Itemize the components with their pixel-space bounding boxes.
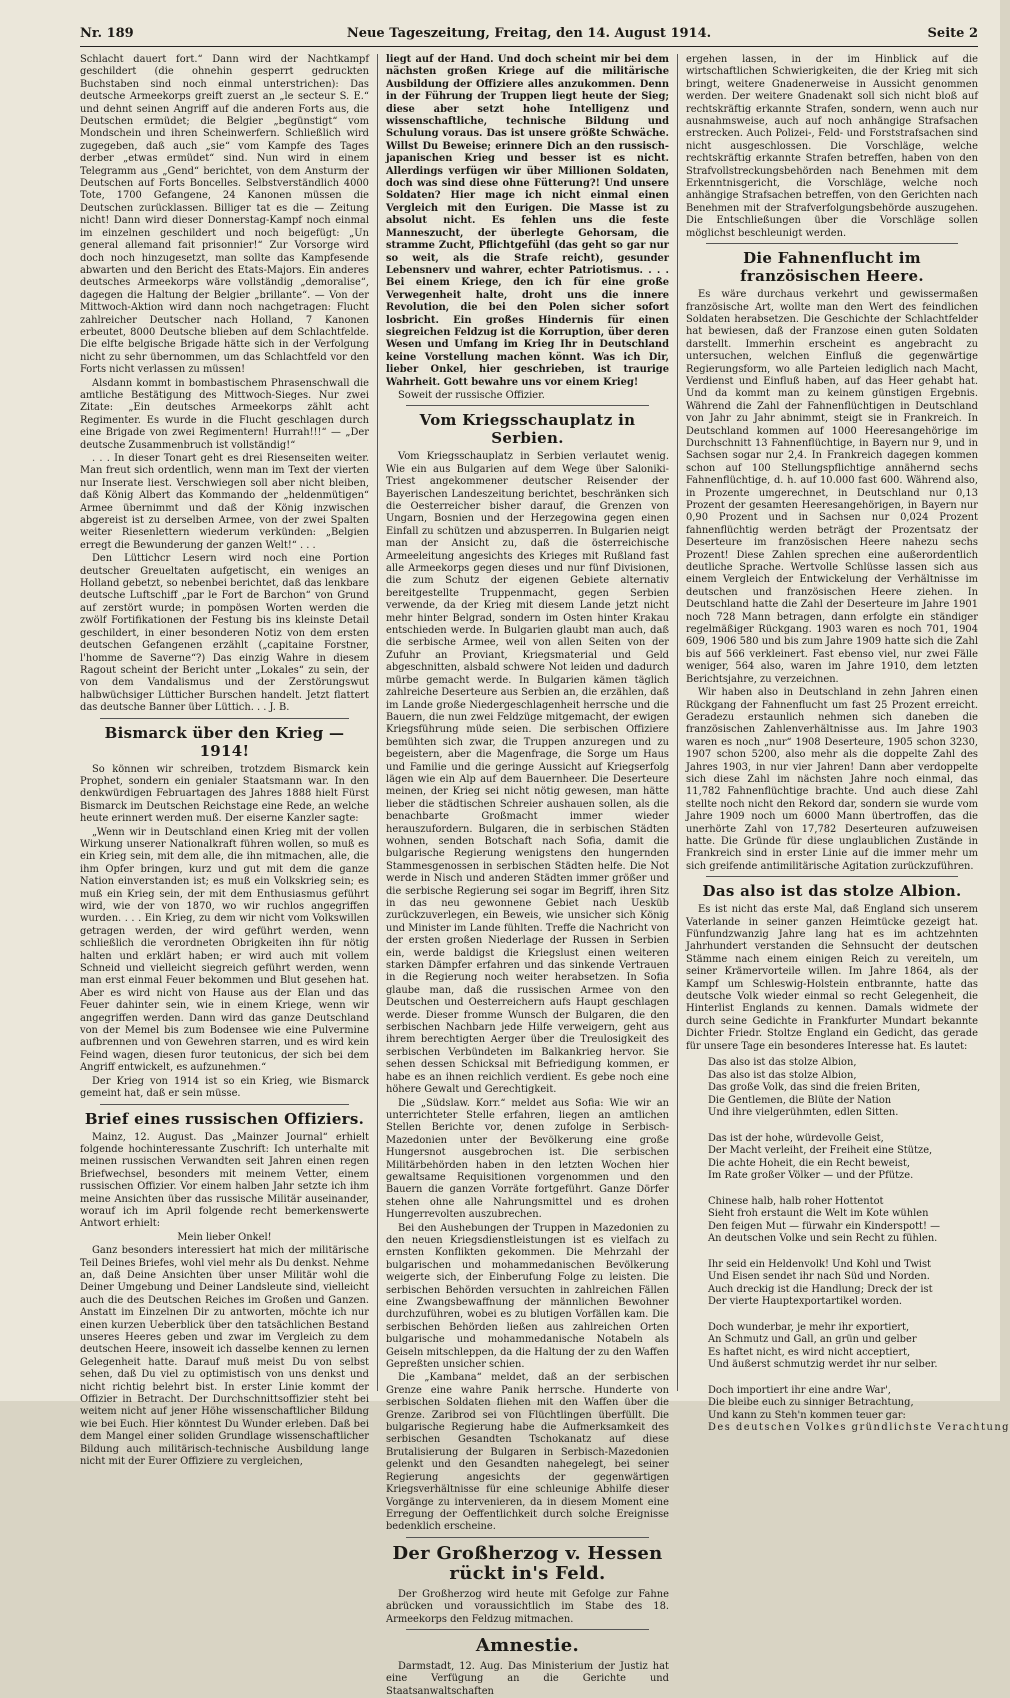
poem-line: Der vierte Hauptexportartikel worden. <box>708 1296 903 1308</box>
headline-fahnenflucht: Die Fahnenflucht im französischen Heere. <box>740 249 924 286</box>
article-text: Der Großherzog wird heute mit Gefolge zur Fahne abrücken und voraussichtlich im Stabe des 18. Armeekorps den Feldzug mitmachen. <box>385 1588 669 1625</box>
poem-line: Und äußerst schmutzig werdet ihr nur selber. <box>708 1359 938 1371</box>
poem-line: Das ist der hohe, würdevolle Geist, <box>708 1132 884 1144</box>
poem-line <box>708 1183 978 1196</box>
article-text: Den Lüttichcr Lesern wird noch eine Portion deutscher Greueltaten aufgetischt, ein weniges an Holland gebetzt, so nebenbei berichtet, daß das lenkbare deutsche Luftschiff „par le Fort de Barchon“ von Grund auf zerstört wurde; in pompösen Worten werden die zwölf Fortifikationen der Festung bis ins kleinste Detail geschildert, in einer besonderen Notiz von dem ersten deutschen Gefangenen erzählt („capitaine Forstner, l'homme de Saverne“?) Das einzig Wahre in diesem Ragout scheint der Bericht unter „Lokales“ zu sein, der von dem Vandalismus und der Zerstörungswut halbwüchsiger Lütticher Burschen handelt. Jetzt flattert das deutsche Banner über Lüttich. . . J. B. <box>80 553 369 714</box>
headline-bismarck: Bismarck über den Krieg — 1914! <box>104 723 345 760</box>
divider <box>406 1629 649 1630</box>
poem-line: Und kann zu Steh'n kommen teuer gar: <box>708 1409 906 1421</box>
article-text: Vom Kriegsschauplatz in Serbien verlautet wenig. Wie ein aus Bulgarien auf dem Wege über Saloniki-Triest angekommener deutscher Reisender der Bayerischen Landeszeitung berichtet, beschränken sich die Oesterreicher bisher darauf, die Grenzen von Ungarn, Bosnien und der Herzegowina gegen einen Einfall zu schützen und abzusperren. In Bulgarien neigt man der Ansicht zu, daß die österreichische Armeeleitung angesichts des Krieges mit Rußland fast alle Armeekorps gegen dieses und nur fünf Divisionen, die zum Schutz der eigenen Gebiete alternativ bereitgestellte Truppenmacht, gegen Serbien verwende, da der Krieg mit diesem Lande jetzt nicht mehr hinter Belgrad, sondern im Osten hinter Krakau entschieden werde. In Bulgarien glaubt man auch, daß die serbische Armee, weil von allen Seiten von der Zufuhr an Proviant, Kriegsmaterial und Geld abgeschnitten, alsbald schwere Not leiden und dadurch mürbe gemacht werde. In Bulgarien kämen täglich zahlreiche Deserteure aus Serbien an, die erzählen, daß im Lande große Niedergeschlagenheit herrsche und die Bauern, die nun zwei Feldzüge mitgemacht, der ewigen Kriegsführung müde seien. Die serbischen Offiziere bemühten sich zwar, die Truppen anzuregen und zu begeistern, aber die Magenfrage, die Sorge um Haus und Familie und die geringe Aussicht auf Kriegserfolg lägen wie ein Alp auf dem Bauernheer. Die Deserteure meinen, der Krieg sei nicht nötig gewesen, man hätte lieber die städtischen Schreier aushauen sollen, als die benachbarte Großmacht immer wieder herauszufordern. Bulgaren, die in serbischen Städten wohnen, senden Botschaft nach Sofia, damit die bulgarische Regierung wenigstens den hungernden Stammesgenossen in serbischen Städten helfe. Die Not werde in Nisch und anderen Städten immer größer und die serbische Regierung sei sogar im Begriff, ihren Sitz in das neu gewonnene Gebiet nach Uesküb zurückzuverlegen, ein Beweis, wie unsicher sich König und Minister im Lande fühlten. Treffe die Nachricht von der ersten großen Niederlage der Russen in Serbien ein, werde baldigst die Kriegslust einen weiteren starken Dämpfer erfahren und das sinkende Vertrauen in die Regierung noch weiter herabsetzen. In Sofia glaube man, daß die russischen Armee von den Deutschen und Oesterreichern aufs Haupt geschlagen werde. Dieser fromme Wunsch der Bulgaren, die den serbischen Nachbarn jede Hilfe verweigern, geht aus ihrem berechtigten Aerger über die Treulosigkeit des serbischen Verbündeten im Balkankrieg hervor. Sie sehen dessen Schicksal mit Befriedigung kommen, er habe es an ihnen reichlich verdient. Es gebe noch eine höhere Gewalt und Gerechtigkeit. <box>385 451 669 1096</box>
poem-line: Es haftet nicht, es wird nicht acceptiert, <box>708 1346 911 1358</box>
poem-line <box>708 1372 978 1385</box>
headline-hessen: Der Großherzog v. Hessen rückt in's Feld. <box>392 1542 663 1584</box>
divider <box>100 1104 349 1105</box>
divider <box>406 1537 649 1538</box>
poem-line: Auch dreckig ist die Handlung; Dreck der ist <box>708 1283 933 1295</box>
poem-line: An Schmutz und Gall, an grün und gelber <box>708 1334 917 1346</box>
poem-line <box>708 1246 978 1259</box>
poem-line: Das also ist das stolze Albion, <box>708 1069 857 1081</box>
poem-line: Doch importiert ihr eine andre War', <box>708 1384 891 1396</box>
article-text: Die „Südslaw. Korr.“ meldet aus Sofia: Wie wir an unterrichteter Stelle erfahren, liegen an amtlichen Stellen Berichte vor, denen zufolge in Serbisch-Mazedonien unter der Bevölkerung eine große Hungersnot ausgebrochen ist. Die serbischen Militärbehörden haben in den letzten Wochen hier gewaltsame Requisitionen vorgenommen und den Bauern die ganzen Vorräte fortgeführt. Ganze Dörfer stehen ohne alle Nahrungsmittel und es drohen Hungerrevolten auszubrechen. <box>385 1097 669 1221</box>
divider <box>406 405 649 406</box>
article-text: Der Krieg von 1914 ist so ein Krieg, wie Bismarck gemeint hat, daß er sein müsse. <box>80 1075 369 1100</box>
poem-line: Den feigen Mut — fürwahr ein Kinderspott! — <box>708 1220 941 1232</box>
poem-line: Das große Volk, das sind die freien Briten, <box>708 1082 921 1094</box>
poem <box>686 1057 1010 1435</box>
column-3 <box>678 54 1010 1434</box>
poem-line: Des deutschen Volkes gründlichste Verachtung <box>708 1422 1010 1434</box>
article-text: Ganz besonders interessiert hat mich der militärische Teil Deines Briefes, wohl viel mehr als Du denkst. Nehme an, daß Deine Ansichten über unser Militär wohl die Deiner Umgebung und Deiner Landsleute sind, vielleicht auch die des Deutschen Reiches im Großen und Ganzen. Anstatt im Einzelnen Dir zu antworten, möchte ich nur einen kurzen Ueberblick über den tatsächlichen Bestand unseres Heeres geben und zwar im Vergleich zu dem deutschen Heere, insoweit ich dasselbe kennen zu lernen Gelegenheit hatte. Darauf muß meist Du von selbst sehen, daß Du viel zu optimistisch von uns denkst und nicht richtig belehrt bist. In erster Linie kommt der Offizier in Betracht. Der Durchschnittsoffizier steht bei weitem nicht auf jener Höhe wissenschaftlicher Bildung wie bei Euch. Hier könntest Du Wunder erleben. Daß bei dem Mangel einer soliden Grundlage wissenschaftlicher Bildung auch militärisch-technische Ausbildung lange nicht mit der Eurer Offiziere zu vergleichen, <box>80 1245 369 1468</box>
page-number: Seite 2 <box>927 26 978 41</box>
poem-line: Die Gentlemen, die Blüte der Nation <box>708 1094 892 1106</box>
article-text: Darmstadt, 12. Aug. Das Ministerium der Justiz hat eine Verfügung an die Gerichte und Staatsanwaltschaften <box>385 1660 669 1697</box>
column-1 <box>80 54 378 1468</box>
poem-line: Die bleibe euch zu sinniger Betrachtung, <box>708 1397 914 1409</box>
article-text: ergehen lassen, in der im Hinblick auf die wirtschaftlichen Schwierigkeiten, die der Krieg mit sich bringt, weitere Gnadenerweise in Aussicht genommen werden. Der weitere Gnadenakt soll sich nicht bloß auf rechtskräftig erkannte Strafen, sondern, wenn auch nur ausnahmsweise, auch auf noch anhängige Strafsachen erstrecken. Auch Polizei-, Feld- und Forststrafsachen sind nicht ausgeschlossen. Die Vorschläge, welche rechtskräftig erkannte Strafen betreffen, haben von den Strafvollstreckungsbehörden nach Benehmen mit dem Erkenntnisgericht, die Vorschläge, welche noch anhängige Strafsachen betreffen, von den Gerichten nach Benehmen mit der Strafverfolgungsbehörde auszugehen. Die Entschließungen über die Vorschläge sollen möglichst beschleunigt werden. <box>686 54 978 239</box>
issue-number: Nr. 189 <box>80 26 134 41</box>
poem-line: Chinese halb, halb roher Hottentot <box>708 1195 884 1207</box>
poem-line: Das also ist das stolze Albion, <box>708 1057 857 1069</box>
article-text: So können wir schreiben, trotzdem Bismarck kein Prophet, sondern ein genialer Staatsmann war. In den denkwürdigen Februartagen des Jahres 1888 hielt Fürst Bismarck im Deutschen Reichstage eine Rede, an welche heute erinnert werden muß. Der eiserne Kanzler sagte: <box>80 763 369 825</box>
article-text: Wir haben also in Deutschland in zehn Jahren einen Rückgang der Fahnenflucht um fast 25 Prozent erreicht. Geradezu erstaunlich nehmen sich daneben die französischen Zahlenverhältnisse aus. Im Jahre 1903 waren es noch „nur“ 1908 Deserteure, 1905 schon 3230, 1907 schon 5200, also mehr als die doppelte Zahl des Jahres 1903, in nur vier Jahren! Dann aber verdoppelte sich diese Zahl im nächsten Jahre noch einmal, das 11,782 Fahnenflüchtige brachte. Und auch diese Zahl stellte noch nicht den Rekord dar, sondern sie wurde vom Jahre 1909 noch um 6000 Mann übertroffen, das die unerhörte Zahl von 17,782 Deserteuren aufzuweisen hatte. Die Gründe für diese unglaublichen Zustände in Frankreich sind in erster Linie auf die immer mehr um sich greifende antimilitärische Agitation zurückzuführen. <box>686 687 978 872</box>
article-text: „Wenn wir in Deutschland einen Krieg mit der vollen Wirkung unserer Nationalkraft führen wollen, so muß es ein Krieg sein, mit dem alle, die ihn mitmachen, alle, die ihm Opfer bringen, kurz und gut mit dem die ganze Nation einverstanden ist; es muß ein Volkskrieg sein; es muß ein Krieg sein, der mit dem Enthusiasmus geführt wird, wie der von 1870, wo wir ruchlos angegriffen wurden. . . . Ein Krieg, zu dem wir nicht vom Volkswillen getragen werden, der wird geführt werden, wenn schließlich die verordneten Obrigkeiten ihn für nötig halten und erklärt haben; er wird auch mit vollem Schneid und vielleicht siegreich geführt werden, wenn man erst einmal Feuer bekommen und Blut gesehen hat. Aber es wird nicht von Hause aus der Elan und das Feuer dahinter sein, wie in einem Kriege, wenn wir angegriffen werden. Dann wird das ganze Deutschland von der Memel bis zum Bodensee wie eine Pulvermine aufbrennen und von Gewehren starren, und es wird kein Feind wagen, diesen furor teutonicus, der sich bei dem Angriff entwickelt, es aufzunehmen.“ <box>80 826 369 1074</box>
poem-line: Doch wunderbar, je mehr ihr exportiert, <box>708 1321 910 1333</box>
poem-line: Ihr seid ein Heldenvolk! Und Kohl und Twist <box>708 1258 931 1270</box>
masthead: Neue Tageszeitung, Freitag, den 14. August 1914. <box>346 26 712 41</box>
column-2 <box>378 54 678 1697</box>
article-text: liegt auf der Hand. Und doch scheint mir bei dem nächsten großen Kriege auf die militärische Ausbildung der Offiziere alles anzukommen. Denn in der Führung der Truppen liegt heute der Sieg; diese aber setzt hohe Intelligenz und wissenschaftliche, technische Bildung und Schulung voraus. Das ist unsere größte Schwäche. Willst Du Beweise; erinnere Dich an den russisch-japanischen Krieg und besser ist es nicht. Allerdings verfügen wir über Millionen Soldaten, doch was sind diese ohne Fütterung?! Und unsere Soldaten? Hier mage ich nicht einmal einen Vergleich mit den Eurigen. Die Masse ist zu absolut nicht. Es fehlen uns die feste Manneszucht, der überlegte Gehorsam, die stramme Zucht, Pflichtgefühl (das geht so gar nur so weit, als die Strafe reicht), gesunder Lebensnerv und wahrer, echter Patriotismus. . . . Bei einem Kriege, den ich für eine große Verwegenheit halte, droht uns die innere Revolution, die bei den Polen sicher sofort losbricht. Ein großes Hindernis für einen siegreichen Feldzug ist die Korruption, über deren Wesen und Umfang im Krieg Ihr in Deutschland keine Vorstellung machen könnt. Was ich Dir, lieber Onkel, hier geschrieben, ist traurige Wahrheit. Gott bewahre uns vor einem Krieg! <box>385 54 669 388</box>
columns <box>80 54 1010 1697</box>
letter-salutation: Mein lieber Onkel! <box>177 1231 272 1243</box>
headline-albion: Das also ist das stolze Albion. <box>702 882 962 901</box>
poem-line: Im Rate großer Völker — und der Pfütze. <box>708 1170 914 1182</box>
headline-brief: Brief eines russischen Offiziers. <box>84 1109 365 1128</box>
article-text: Alsdann kommt in bombastischem Phrasenschwall die amtliche Bestätigung des Mittwoch-Sieges. Nur zwei Zitate: „Ein deutsches Armeekorps zählt acht Regimenter. Es wurde in die Flucht geschlagen durch eine Brigade von zwei Regimentern! Hurrah!!!“ — „Der deutsche Zusammenbruch ist vollständig!“ <box>80 377 369 451</box>
article-text: Mainz, 12. August. Das „Mainzer Journal“ erhielt folgende hochinteressante Zuschrift: Ich unterhalte mit meinen russischen Verwandten seit Jahren einen regen Briefwechsel, besonders mit meinem Vetter, einem russischen Offizier. Vor einem halben Jahr setzte ich ihm meine Ansichten über das russische Militär auseinander, worauf ich im April folgende recht bemerkenswerte Antwort erhielt: <box>80 1131 369 1230</box>
headline-serbien: Vom Kriegsschauplatz in Serbien. <box>419 411 636 448</box>
poem-line: Und Eisen sendet ihr nach Süd und Norden. <box>708 1271 930 1283</box>
poem-line: Der Macht verleiht, der Freiheit eine Stütze, <box>708 1145 933 1157</box>
divider <box>706 876 958 877</box>
article-text: Bei den Aushebungen der Truppen in Mazedonien zu den neuen Kriegsdienstleistungen ist es vielfach zu ernsten Konflikten gekommen. Die Mehrzahl der bulgarischen und mohammedanischen Bevölkerung weigerte sich, der Einberufung Folge zu leisten. Die serbischen Behörden versuchten in zahlreichen Fällen eine Zwangsbewaffnung der männlichen Bewohner durchzuführen, wobei es zu blutigen Vorfällen kam. Die serbischen Behörden ließen aus zahlreichen Orten bulgarische und mohammedanische Notabeln als Geiseln mitschleppen, da die Haltung der zu den Waffen Gepreßten unsicher schien. <box>385 1222 669 1371</box>
poem-line <box>708 1309 978 1322</box>
divider <box>100 718 349 719</box>
article-text: Die „Kambana“ meldet, daß an der serbischen Grenze eine wahre Panik herrsche. Hunderte von serbischen Soldaten fliehen mit den Waffen über die Grenze. Zaribrod sei von Flüchtlingen überfüllt. Die bulgarische Regierung habe die Aufmerksamkeit des serbischen Gesandten Tschokanatz auf diese Brutalisierung der Bulgaren in Serbisch-Mazedonien gelenkt und den Gesandten nahegelegt, bei seiner Regierung angesichts der gegenwärtigen Kriegsverhältnisse für eine schleunige Abhilfe dieser Vorgänge zu intervenieren, da in diesem Moment eine Erregung der Oeffentlichkeit durch solche Ereignisse bedenklich erscheine. <box>385 1372 669 1533</box>
poem-line: Und ihre vielgerühmten, edlen Sitten. <box>708 1107 899 1119</box>
poem-line: Die achte Hoheit, die ein Recht beweist, <box>708 1157 910 1169</box>
poem-line: An deutschen Volke und sein Recht zu fühlen. <box>708 1233 938 1245</box>
article-text: Soweit der russische Offizier. <box>397 389 545 401</box>
article-text: Es ist nicht das erste Mal, daß England sich unserem Vaterlande in seiner ganzen Heimtücke gezeigt hat. Fünfundzwanzig Jahre lang hat es im achtzehnten Jahrhundert verstanden die Sehnsucht der deutschen Stämme nach einem einigen Reich zu vereiteln, um seiner Krämervorteile willen. Im Jahre 1864, als der Kampf um Schleswig-Holstein entbrannte, hatte das deutsche Volk wieder einmal so recht Gelegenheit, die Hinterlist Englands zu kennen. Damals widmete der durch seine Gedichte in Frankfurter Mundart bekannte Dichter Friedr. Stoltze England ein Gedicht, das gerade für unsere Tage ein besonderes Interesse hat. Es lautet: <box>686 904 978 1052</box>
article-text: . . . In dieser Tonart geht es drei Riesenseiten weiter. Man freut sich ordentlich, wenn man im Text der vierten nur Inserate liest. Verschwiegen soll aber nicht bleiben, daß König Albert das Kommando der „heldenmütigen“ Armee übernimmt und daß der König inzwischen abgereist ist zu derselben Armee, von der zwei Spalten weiter Riesenlettern wiederum verkünden: „Belgien erregt die Bewunderung der ganzen Welt!“ . . . <box>80 453 369 551</box>
headline-amnestie: Amnestie. <box>475 1634 580 1656</box>
page-header <box>80 26 978 47</box>
poem-line: Sieht froh erstaunt die Welt im Kote wühlen <box>708 1208 929 1220</box>
article-text: Es wäre durchaus verkehrt und gewissermaßen französische Art, wollte man den Wert des feindlichen Soldaten herabsetzen. Die Geschichte der Schlachtfelder hat bewiesen, daß der Franzose einen guten Soldaten darstellt. Immerhin erscheint es angebracht zu untersuchen, welchen Einfluß die gegenwärtige Regierungsform, wo alle Parteien lediglich nach Macht, Verdienst und Einfluß haben, auf das Heer gehabt hat. Und da kommt man zu keinem günstigen Ergebnis. Während die Zahl der Fahnenflüchtigen in Deutschland von Jahr zu Jahr abnimmt, steigt sie in Frankreich. In Deutschland kommen auf 1000 Heeresangehörige im Durchschnitt 13 Fahnenflüchtige, in Bayern nur 9, und in Sachsen sogar nur 2,4. In Frankreich dagegen kommen schon auf 100 Stellungspflichtige annähernd sechs Fahnenflüchtige, d. h. auf 10.000 fast 600. Während also, in Prozente umgerechnet, in Deutschland nur 0,13 Prozent der gesamten Heeresangehörigen, in Bayern nur 0,90 Prozent und in Sachsen nur 0,024 Prozent fahnenflüchtig werden beträgt der Prozentsatz der Deserteure im französischen Heere nahezu sechs Prozent! Diese Zahlen sprechen eine außerordentlich deutliche Sprache. Wertvolle Schlüsse lassen sich aus einem Vergleich der Entwickelung der Verhältnisse im deutschen und französischen Heere ziehen. In Deutschland hatte die Zahl der Deserteure im Jahre 1901 noch 728 Mann betragen, dann erfolgte ein ständiger regelmäßiger Rückgang. 1903 waren es noch 701, 1904 609, 1906 580 und bis zum Jahre 1909 hatte sich die Zahl bis auf 566 verkleinert. Fast ebenso viel, nur zwei Fälle weniger, 564 also, waren im Jahre 1910, dem letzten Berichtsjahre, zu verzeichnen. <box>686 289 978 685</box>
article-text: Schlacht dauert fort.“ Dann wird der Nachtkampf geschildert (die ohnehin gesperrt gedruckten Buchstaben sind noch einmal unterstrichen): Das deutsche Armeekorps greift zuerst an „le secteur S. E.“ und dehnt seinen Angriff auf die anderen Forts aus, die Deutschen ermüdet; die Belgier „begünstigt“ vom Mondschein und ihren Scheinwerfern. Schließlich wird zugegeben, daß auch „sie“ vom Kampfe des Tages derber „etwas ermüdet“ sind. Nun wird in einem Telegramm aus „Gend“ berichtet, von dem Ansturm der Deutschen auf Forts Boncelles. Selbstverständlich 4000 Tote, 1700 Gefangene, 24 Kanonen müssen die Deutschen zurücklassen. Billiger tat es die — Zeitung nicht! Dann wird dieser Donnerstag-Kampf noch einmal im einzelnen geschildert und noch beigefügt: „Un general allemand fait prisonnier!“ Zur Vorsorge wird doch noch hinzugesetzt, man sollte das Kampfesende abwarten und den Bericht des Etats-Majors. Ein anderes deutsches Armeekorps wäre vollständig „demoralise“, dagegen die Haltung der Belgier „brillante“. — Von der Mittwoch-Aktion wird dann noch nachgetragen: Flucht zahlreicher Deutscher nach Holland, 7 Kanonen erbeutet, 8000 Deutsche blieben auf dem Schlachtfelde. Die elfte belgische Brigade hätte sich in der Verfolgung nicht zu sehr übernommen, um das Schlachtfeld vor den Forts nicht verlassen zu müssen! <box>80 54 369 376</box>
poem-line <box>708 1120 978 1133</box>
divider <box>706 243 958 244</box>
